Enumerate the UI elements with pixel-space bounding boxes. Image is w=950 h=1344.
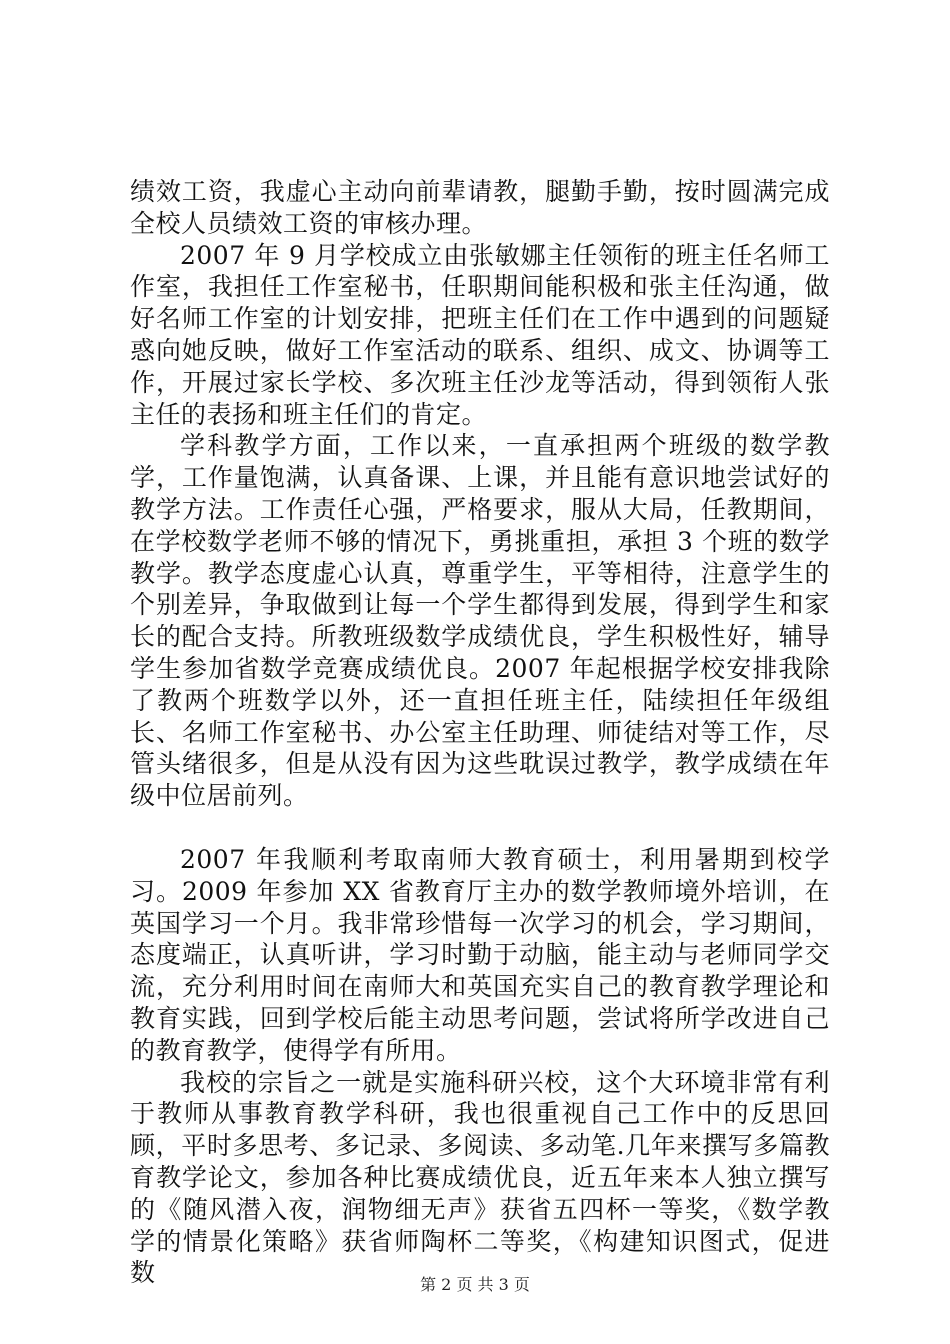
paragraph-research: 我校的宗旨之一就是实施科研兴校，这个大环境非常有利于教师从事教育教学科研，我也很重视自己工作中的反思回顾，平时多思考、多记录、多阅读、多动笔.几年来撰写多篇教育教学论文，参加各种比赛成绩优良，近五年来本人独立撰写的《随风潜入夜，润物细无声》获省五四杯一等奖，《数学教学的情景化策略》获省师陶杯二等奖，《构建知识图式，促进数 <box>130 1067 830 1288</box>
paragraph-teacher-studio: 2007 年 9 月学校成立由张敏娜主任领衔的班主任名师工作室，我担任工作室秘书，任职期间能积极和张主任沟通，做好名师工作室的计划安排，把班主任们在工作中遇到的问题疑惑向她反映，做好工作室活动的联系、组织、成文、协调等工作，开展过家长学校、多次班主任沙龙等活动，得到领衔人张主任的表扬和班主任们的肯定。 <box>130 240 830 429</box>
page-footer: 第 2 页 共 3 页 <box>420 1275 530 1294</box>
paragraph-subject-teaching: 学科教学方面，工作以来，一直承担两个班级的数学教学，工作量饱满，认真备课、上课，并且能有意识地尝试好的教学方法。工作责任心强，严格要求，服从大局，任教期间，在学校数学老师不够的情况下，勇挑重担，承担 3 个班的数学教学。教学态度虚心认真，尊重学生，平等相待，注意学生的个别差异，争取做到让每一个学生都得到发展，得到学生和家长的配合支持。所教班级数学成绩优良，学生积极性好，辅导学生参加省数学竞赛成绩优良。2007 年起根据学校安排我除了教两个班数学以外，还一直担任班主任，陆续担任年级组长、名师工作室秘书、办公室主任助理、师徒结对等工作，尽管头绪很多，但是从没有因为这些耽误过教学，教学成绩在年级中位居前列。 <box>130 431 830 811</box>
paragraph-performance-pay: 绩效工资，我虚心主动向前辈请教，腿勤手勤，按时圆满完成全校人员绩效工资的审核办理。 <box>130 177 830 238</box>
document-body <box>130 176 830 1289</box>
paragraph-further-study: 2007 年我顺利考取南师大教育硕士，利用暑期到校学习。2009 年参加 XX 省教育厅主办的数学教师境外培训，在英国学习一个月。我非常珍惜每一次学习的机会，学习期间，态度端正，认真听讲，学习时勤于动脑，能主动与老师同学交流，充分利用时间在南师大和英国充实自己的教育教学理论和教育实践，回到学校后能主动思考问题，尝试将所学改进自己的教育教学，使得学有所用。 <box>130 844 830 1065</box>
